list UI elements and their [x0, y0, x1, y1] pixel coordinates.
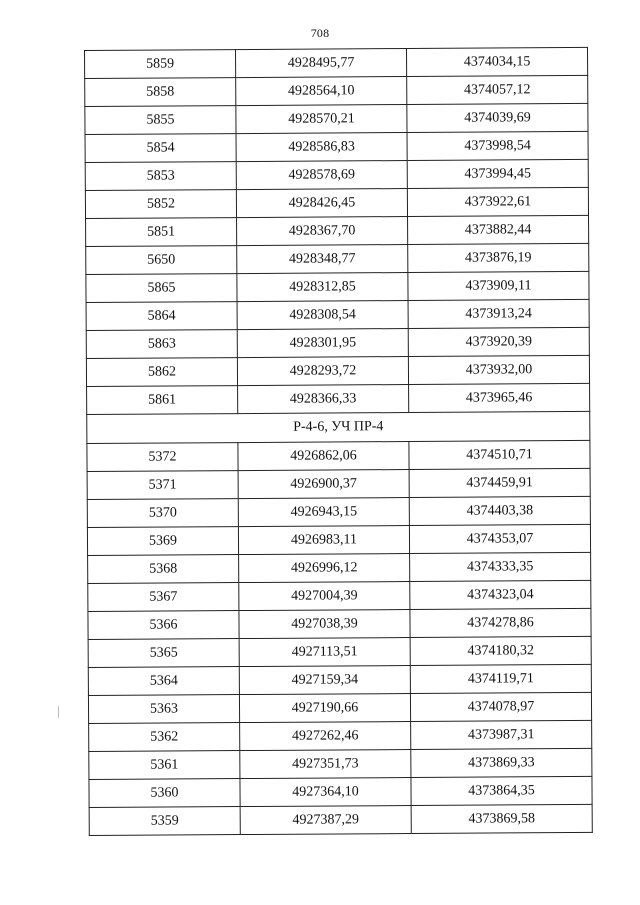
- x-coordinate-cell: 4928586,83: [236, 133, 407, 162]
- table-row: [86, 327, 589, 358]
- point-number-cell: 5858: [85, 78, 236, 107]
- x-coordinate-cell: 4928570,21: [236, 105, 407, 134]
- x-coordinate-cell: 4926996,12: [239, 554, 410, 583]
- table-row: [88, 636, 591, 667]
- coordinates-table: [84, 47, 593, 836]
- coordinates-table-body: [85, 47, 593, 835]
- y-coordinate-cell: 4374353,07: [409, 524, 590, 553]
- table-row: [88, 580, 591, 611]
- table-row: [86, 299, 589, 330]
- y-coordinate-cell: 4374180,32: [410, 636, 591, 665]
- x-coordinate-cell: 4926943,15: [238, 498, 409, 527]
- point-number-cell: 5370: [87, 499, 238, 528]
- y-coordinate-cell: 4374459,91: [409, 468, 590, 497]
- x-coordinate-cell: 4928578,69: [236, 161, 407, 190]
- y-coordinate-cell: 4373913,24: [408, 299, 589, 328]
- x-coordinate-cell: 4927113,51: [239, 638, 410, 667]
- table-row: [85, 159, 588, 190]
- y-coordinate-cell: 4374119,71: [410, 664, 591, 693]
- y-coordinate-cell: 4374057,12: [407, 75, 588, 104]
- point-number-cell: 5363: [88, 695, 239, 724]
- x-coordinate-cell: 4927387,29: [240, 806, 411, 835]
- y-coordinate-cell: 4374510,71: [409, 440, 590, 469]
- y-coordinate-cell: 4373987,31: [411, 720, 592, 749]
- point-number-cell: 5852: [85, 190, 236, 219]
- table-row: [87, 524, 590, 555]
- point-number-cell: 5362: [89, 723, 240, 752]
- table-row: [87, 496, 590, 527]
- y-coordinate-cell: 4374333,35: [410, 552, 591, 581]
- table-row: [86, 271, 589, 302]
- y-coordinate-cell: 4373869,58: [411, 804, 592, 833]
- x-coordinate-cell: 4928348,77: [237, 245, 408, 274]
- x-coordinate-cell: 4928366,33: [238, 385, 409, 414]
- point-number-cell: 5854: [85, 134, 236, 163]
- table-row: [86, 355, 589, 386]
- x-coordinate-cell: 4927004,39: [239, 582, 410, 611]
- table-row: [89, 748, 592, 779]
- x-coordinate-cell: 4927262,46: [240, 722, 411, 751]
- section-title: Р-4-6, УЧ ПР-4: [87, 411, 590, 443]
- point-number-cell: 5851: [86, 218, 237, 247]
- point-number-cell: 5650: [86, 246, 237, 275]
- point-number-cell: 5865: [86, 274, 237, 303]
- y-coordinate-cell: 4373920,39: [408, 327, 589, 356]
- table-row: [89, 804, 592, 835]
- x-coordinate-cell: 4926900,37: [238, 470, 409, 499]
- table-row: [88, 692, 591, 723]
- scan-mark: [58, 706, 59, 718]
- point-number-cell: 5361: [89, 751, 240, 780]
- x-coordinate-cell: 4928308,54: [237, 301, 408, 330]
- table-row: [87, 383, 590, 414]
- point-number-cell: 5863: [86, 330, 237, 359]
- x-coordinate-cell: 4926862,06: [238, 442, 409, 471]
- point-number-cell: 5859: [85, 50, 236, 79]
- table-row: [86, 243, 589, 274]
- y-coordinate-cell: 4374403,38: [409, 496, 590, 525]
- x-coordinate-cell: 4928426,45: [236, 189, 407, 218]
- x-coordinate-cell: 4928312,85: [237, 273, 408, 302]
- table-row: [87, 440, 590, 471]
- x-coordinate-cell: 4927159,34: [239, 666, 410, 695]
- point-number-cell: 5862: [86, 358, 237, 387]
- y-coordinate-cell: 4373965,46: [409, 383, 590, 412]
- page-number: 708: [310, 26, 330, 40]
- y-coordinate-cell: 4373998,54: [407, 131, 588, 160]
- point-number-cell: 5360: [89, 779, 240, 808]
- point-number-cell: 5359: [89, 807, 240, 836]
- y-coordinate-cell: 4373869,33: [411, 748, 592, 777]
- table-row: [89, 776, 592, 807]
- y-coordinate-cell: 4373932,00: [408, 355, 589, 384]
- x-coordinate-cell: 4928367,70: [237, 217, 408, 246]
- table-row: [88, 552, 591, 583]
- x-coordinate-cell: 4928301,95: [237, 329, 408, 358]
- y-coordinate-cell: 4374034,15: [406, 47, 587, 76]
- coordinates-sheet: [84, 47, 589, 836]
- y-coordinate-cell: 4373922,61: [407, 187, 588, 216]
- point-number-cell: 5368: [88, 555, 239, 584]
- table-row: [89, 720, 592, 751]
- point-number-cell: 5855: [85, 106, 236, 135]
- point-number-cell: 5371: [87, 471, 238, 500]
- y-coordinate-cell: 4373882,44: [408, 215, 589, 244]
- y-coordinate-cell: 4374323,04: [410, 580, 591, 609]
- point-number-cell: 5366: [88, 611, 239, 640]
- y-coordinate-cell: 4374078,97: [410, 692, 591, 721]
- y-coordinate-cell: 4373909,11: [408, 271, 589, 300]
- x-coordinate-cell: 4927364,10: [240, 778, 411, 807]
- table-row: [85, 47, 588, 78]
- table-row: [86, 215, 589, 246]
- table-row: [85, 75, 588, 106]
- point-number-cell: 5861: [87, 386, 238, 415]
- x-coordinate-cell: 4927190,66: [239, 694, 410, 723]
- y-coordinate-cell: 4374039,69: [407, 103, 588, 132]
- y-coordinate-cell: 4373994,45: [407, 159, 588, 188]
- point-number-cell: 5853: [85, 162, 236, 191]
- x-coordinate-cell: 4928293,72: [237, 357, 408, 386]
- y-coordinate-cell: 4374278,86: [410, 608, 591, 637]
- table-row: [87, 468, 590, 499]
- y-coordinate-cell: 4373864,35: [411, 776, 592, 805]
- point-number-cell: 5367: [88, 583, 239, 612]
- point-number-cell: 5365: [88, 639, 239, 668]
- y-coordinate-cell: 4373876,19: [408, 243, 589, 272]
- table-row: [85, 131, 588, 162]
- x-coordinate-cell: 4928495,77: [236, 49, 407, 78]
- x-coordinate-cell: 4927038,39: [239, 610, 410, 639]
- x-coordinate-cell: 4926983,11: [238, 526, 409, 555]
- point-number-cell: 5864: [86, 302, 237, 331]
- table-row: [85, 187, 588, 218]
- section-header-row: [87, 411, 590, 443]
- point-number-cell: 5369: [87, 527, 238, 556]
- point-number-cell: 5372: [87, 443, 238, 472]
- table-row: [85, 103, 588, 134]
- table-row: [88, 608, 591, 639]
- point-number-cell: 5364: [88, 667, 239, 696]
- table-row: [88, 664, 591, 695]
- x-coordinate-cell: 4927351,73: [240, 750, 411, 779]
- x-coordinate-cell: 4928564,10: [236, 77, 407, 106]
